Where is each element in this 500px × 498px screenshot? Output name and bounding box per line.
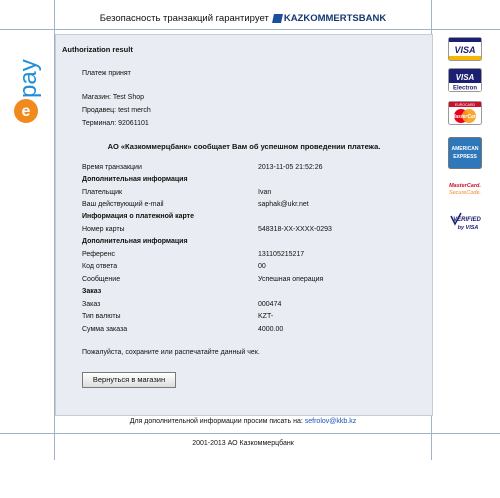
frame-top-line (0, 29, 500, 30)
svg-text:by VISA: by VISA (457, 225, 479, 231)
seller-name: Продавец: test merch (82, 107, 151, 114)
footer-copyright: 2001-2013 АО Казкоммерцбанк (192, 440, 294, 447)
row-value: 2013-11-05 21:52:26 (258, 164, 323, 171)
kkb-logo-text: KAZKOMMERTSBANK (283, 12, 387, 24)
bank-message: АО «Казкоммерцбанк» сообщает Вам об успешном проведении платежа. (107, 142, 381, 151)
svg-text:VISA: VISA (455, 73, 475, 82)
visa-electron-logo (448, 68, 482, 92)
section-header: Информация о платежной карте (82, 213, 194, 220)
row-label: Референс (82, 251, 116, 258)
epay-logo-text: pay (15, 59, 42, 98)
svg-text:MasterCard: MasterCard (451, 114, 479, 120)
svg-text:e: e (21, 103, 31, 120)
row-value: 000474 (258, 301, 282, 308)
epay-logo (4, 34, 50, 124)
row-label: Номер карты (82, 226, 125, 233)
shop-name: Магазин: Test Shop (82, 94, 145, 101)
save-note: Пожалуйста, сохраните или распечатайте данный чек. (82, 349, 260, 356)
page-title: Authorization result (62, 45, 133, 54)
payment-status: Платеж принят (82, 70, 131, 77)
row-label: Сообщение (82, 276, 121, 283)
section-header: Дополнительная информация (82, 176, 188, 183)
row-label: Сумма заказа (82, 326, 128, 333)
svg-text:AMERICAN: AMERICAN (451, 146, 479, 152)
row-value: KZT- (258, 313, 274, 320)
visa-logo (448, 37, 482, 61)
row-label: Плательщик (82, 189, 123, 196)
contact-line (55, 418, 431, 425)
row-value: 00 (258, 263, 266, 270)
svg-text:EXPRESS: EXPRESS (453, 154, 477, 160)
svg-text:EUROCARD: EUROCARD (454, 103, 476, 107)
terminal-id: Терминал: 92061101 (82, 120, 149, 127)
receipt-panel (55, 34, 433, 416)
mastercard-logo (448, 101, 482, 125)
svg-text:SecureCode.: SecureCode. (448, 190, 482, 196)
row-label: Заказ (82, 301, 101, 308)
amex-logo (448, 137, 482, 169)
contact-email-link[interactable]: sefrolov@kkb.kz (304, 418, 357, 425)
row-value: 548318-XX-XXXX-0293 (258, 226, 332, 233)
row-value: Успешная операция (258, 276, 324, 283)
back-to-shop-button[interactable]: Вернуться в магазин (82, 372, 176, 388)
row-value: 131105215217 (258, 251, 305, 258)
frame-bottom-line (0, 433, 500, 434)
svg-text:VISA: VISA (454, 45, 476, 55)
row-label: Время транзакции (82, 164, 142, 171)
kkb-logo-icon (272, 14, 283, 23)
section-header: Заказ (82, 288, 102, 295)
security-text: Безопасность транзакций гарантирует (99, 12, 269, 24)
security-banner (55, 8, 431, 28)
row-label: Тип валюты (82, 313, 121, 320)
svg-text:Electron: Electron (452, 85, 478, 92)
row-value: saphak@ukr.net (258, 201, 309, 208)
mastercard-securecode-logo (448, 180, 482, 198)
row-label: Ваш действующий e-mail (82, 201, 164, 208)
row-value: 4000.00 (258, 326, 284, 333)
row-label: Код ответа (82, 263, 118, 270)
kkb-logo (273, 13, 386, 24)
verified-by-visa-logo (448, 210, 482, 234)
svg-text:VERIFIED: VERIFIED (453, 217, 481, 223)
contact-text: Для дополнительной информации просим писать на: (129, 418, 303, 425)
section-header: Дополнительная информация (82, 238, 188, 245)
row-value: Ivan (258, 189, 272, 196)
svg-text:MasterCard.: MasterCard. (449, 183, 481, 189)
